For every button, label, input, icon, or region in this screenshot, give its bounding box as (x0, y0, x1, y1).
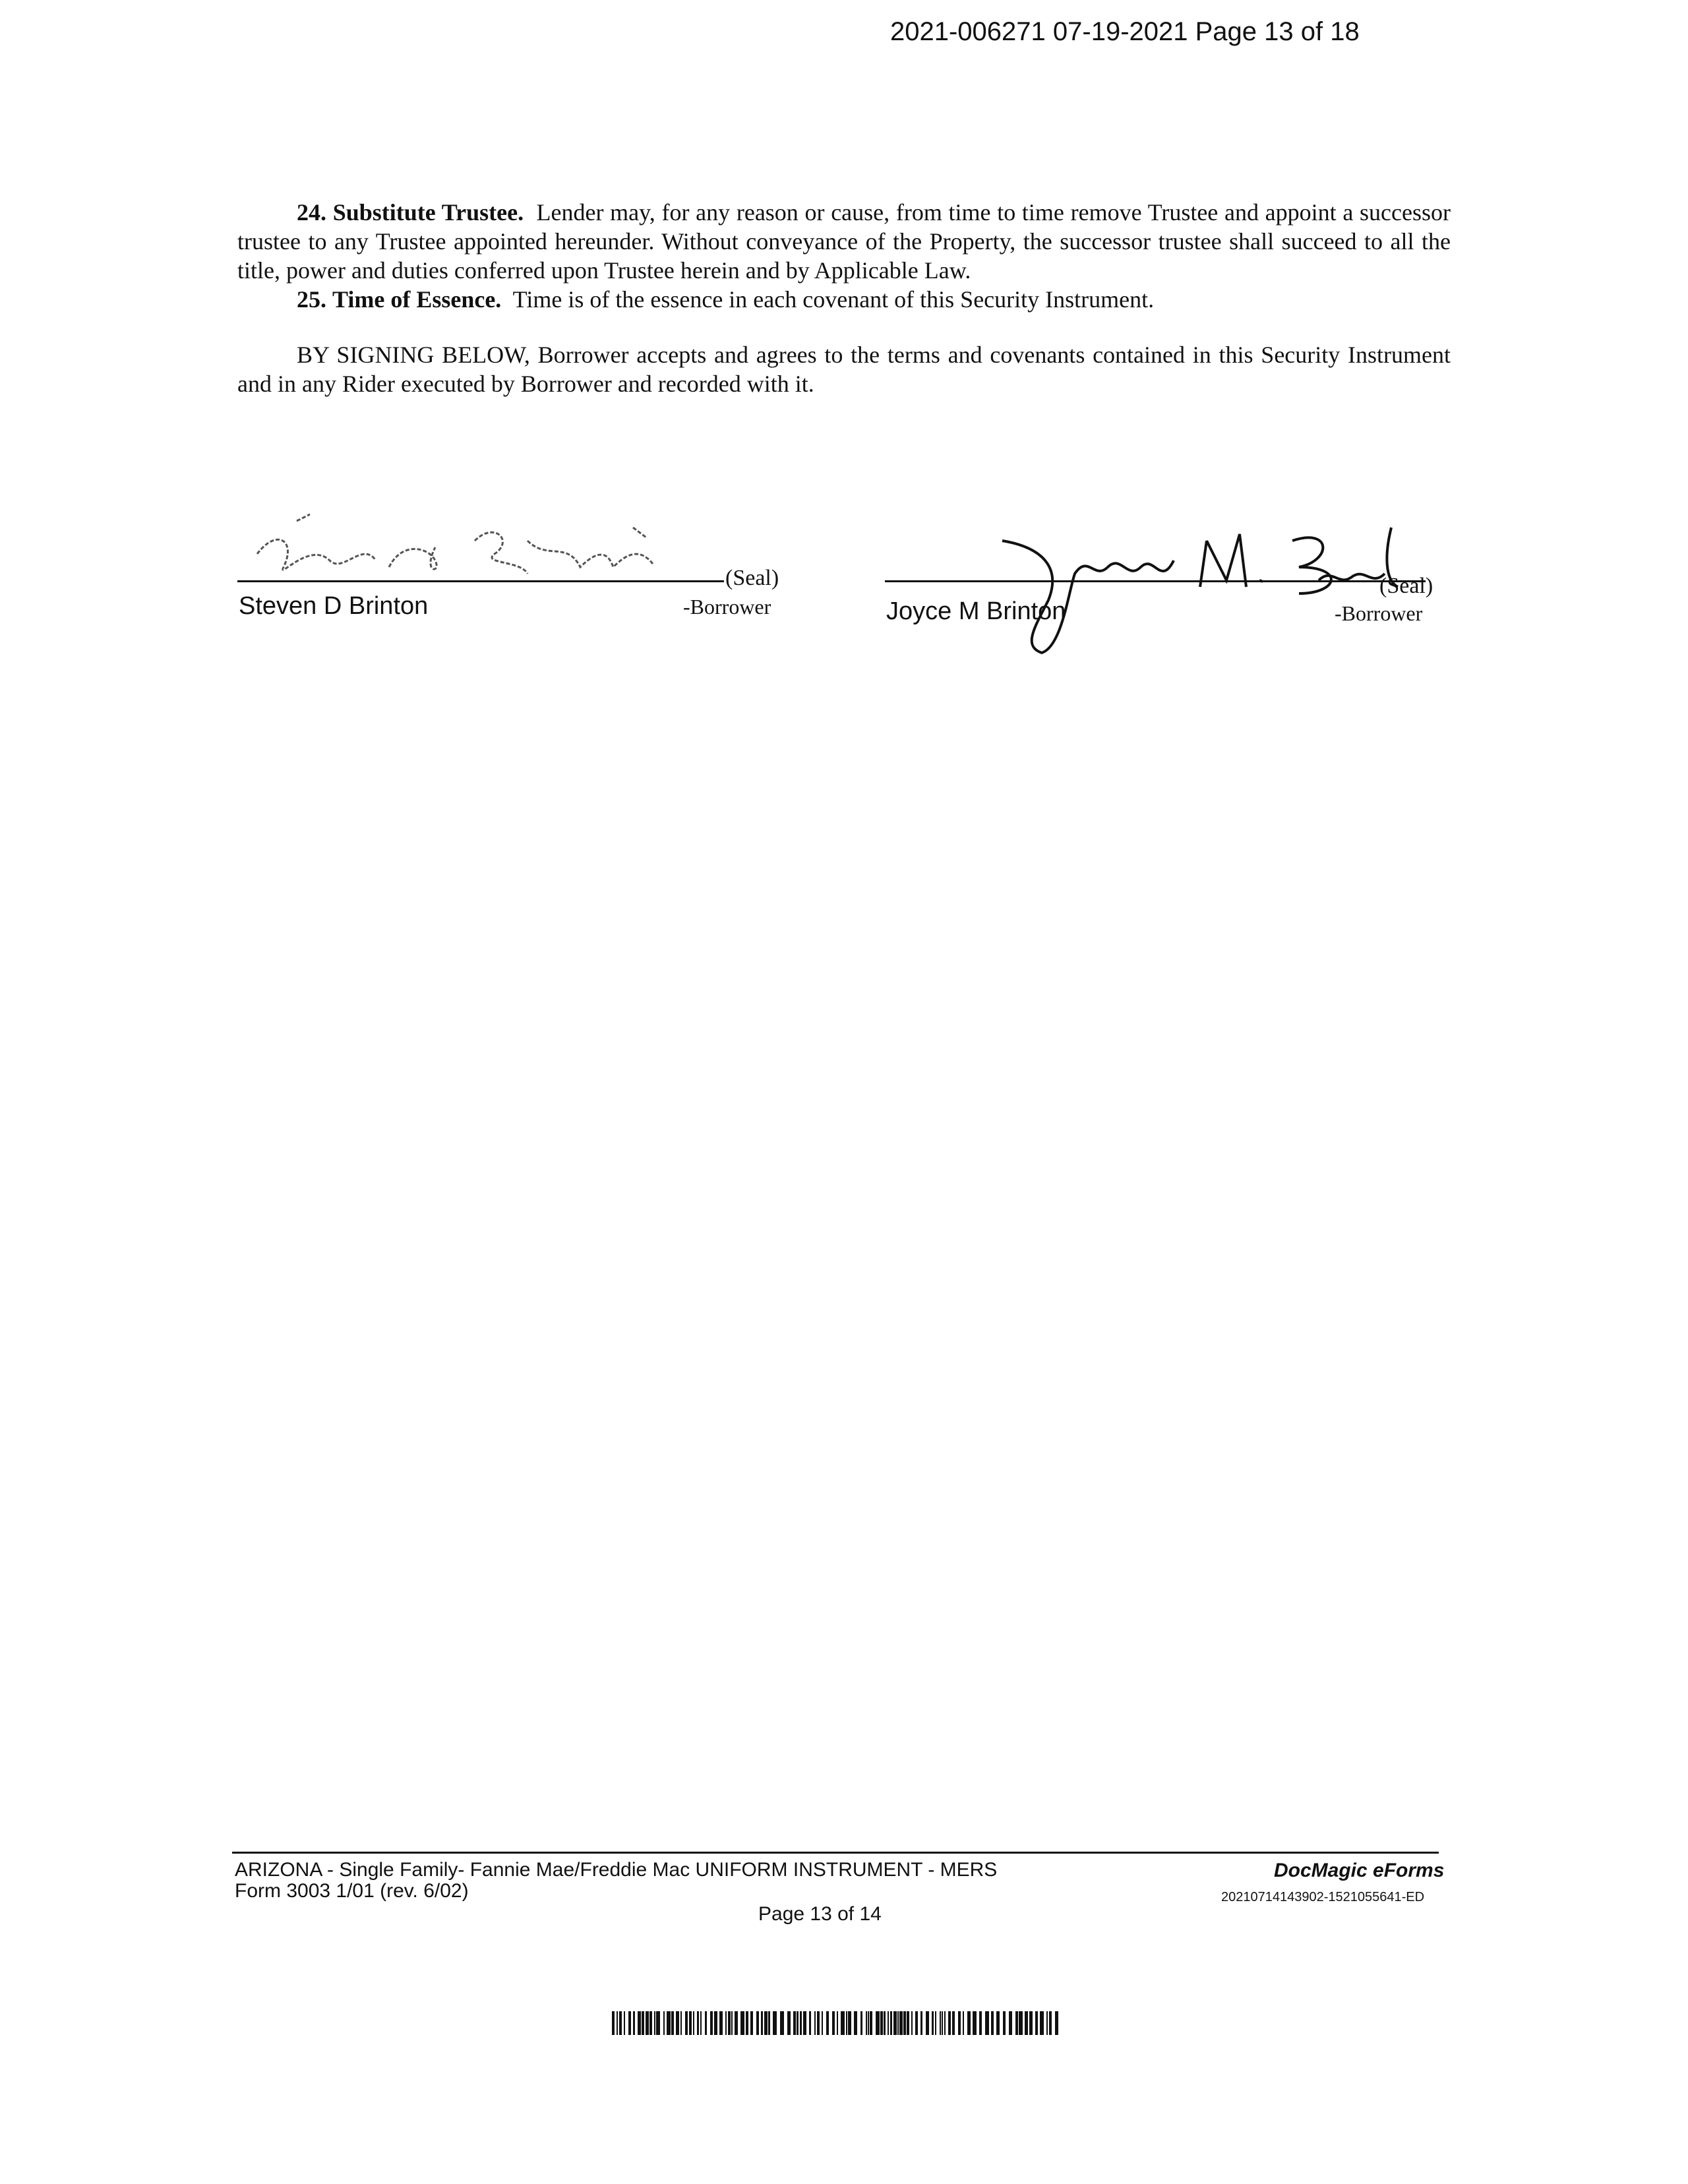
barcode-bar (671, 2011, 674, 2035)
barcode-bar (649, 2011, 652, 2035)
barcode-bar (854, 2011, 857, 2035)
barcode-bar (756, 2011, 759, 2035)
document-id: 20210714143902-1521055641-ED (1221, 1890, 1425, 1904)
section-24 (237, 198, 1451, 285)
barcode-bar (822, 2011, 823, 2035)
section-25-heading: Time of Essence. (332, 286, 502, 313)
barcode-bar (1046, 2011, 1048, 2035)
borrower-label-1: -Borrower (683, 595, 771, 619)
barcode-bar (1015, 2011, 1018, 2035)
docmagic-logo (1274, 1860, 1444, 1882)
barcode-bar (787, 2011, 791, 2035)
barcode-bar (888, 2011, 889, 2035)
barcode-bar (868, 2011, 869, 2035)
barcode-bar (809, 2011, 811, 2035)
barcode-bar (832, 2011, 835, 2035)
seal-label-1: (Seal) (725, 566, 779, 590)
barcode-bar (667, 2011, 671, 2035)
barcode-bar (646, 2011, 649, 2035)
barcode-bar (797, 2011, 799, 2035)
barcode-bar (870, 2011, 872, 2035)
barcode-bar (1049, 2011, 1052, 2035)
barcode-bar (680, 2011, 682, 2035)
barcode-bar (719, 2011, 723, 2035)
form-line-2: Form 3003 1/01 (rev. 6/02) (235, 1880, 469, 1902)
barcode-bar (689, 2011, 692, 2035)
signature-joyce-brinton (963, 514, 1437, 659)
barcode-bar (920, 2011, 922, 2035)
signing-statement: BY SIGNING BELOW, Borrower accepts and agrees to the terms and covenants contained in this Security Instrument and in any Rider executed by Borrower and recorded with it. (237, 342, 1451, 397)
barcode-bar (897, 2011, 899, 2035)
barcode-bar (768, 2011, 770, 2035)
footer-page-number: Page 13 of 14 (758, 1903, 882, 1925)
signer-name-2: Joyce M Brinton (886, 597, 1066, 625)
barcode-bar (803, 2011, 806, 2035)
barcode (612, 2011, 1060, 2035)
barcode-bar (866, 2011, 867, 2035)
section-24-heading: Substitute Trustee. (332, 199, 524, 226)
barcode-bar (880, 2011, 883, 2035)
barcode-bar (948, 2011, 951, 2035)
barcode-bar (700, 2011, 702, 2035)
barcode-bar (967, 2011, 971, 2035)
barcode-bar (693, 2011, 694, 2035)
barcode-bar (958, 2011, 961, 2035)
signature-line-2 (885, 580, 1426, 582)
barcode-bar (746, 2011, 748, 2035)
recording-header: 2021-006271 07-19-2021 Page 13 of 18 (890, 17, 1360, 46)
signature-line-1 (237, 580, 724, 582)
barcode-bar (1035, 2011, 1038, 2035)
barcode-bar (893, 2011, 897, 2035)
barcode-bar (890, 2011, 892, 2035)
barcode-bar (780, 2011, 784, 2035)
barcode-bar (940, 2011, 941, 2035)
barcode-bar (944, 2011, 946, 2035)
barcode-bar (633, 2011, 635, 2035)
barcode-bar (996, 2011, 1000, 2035)
seal-label-2: (Seal) (1379, 574, 1433, 598)
barcode-bar (761, 2011, 763, 2035)
barcode-bar (846, 2011, 847, 2035)
barcode-bar (942, 2011, 943, 2035)
barcode-bar (926, 2011, 929, 2035)
barcode-bar (884, 2011, 886, 2035)
docmagic-text: DocMagic (1274, 1860, 1368, 1881)
barcode-bar (876, 2011, 880, 2035)
barcode-bar (764, 2011, 768, 2035)
signer-name-1: Steven D Brinton (239, 592, 429, 620)
barcode-bar (656, 2011, 660, 2035)
barcode-bar (624, 2011, 625, 2035)
barcode-bar (773, 2011, 777, 2035)
borrower-label-2: -Borrower (1335, 601, 1423, 625)
barcode-bar (932, 2011, 934, 2035)
barcode-bar (915, 2011, 918, 2035)
barcode-bar (973, 2011, 977, 2035)
barcode-bar (814, 2011, 816, 2035)
barcode-bar (725, 2011, 727, 2035)
barcode-bar (1019, 2011, 1023, 2035)
barcode-bar (860, 2011, 862, 2035)
barcode-bar (638, 2011, 641, 2035)
barcode-bar (826, 2011, 829, 2035)
barcode-bar (1029, 2011, 1033, 2035)
barcode-bar (911, 2011, 913, 2035)
barcode-bar (642, 2011, 644, 2035)
barcode-bar (628, 2011, 631, 2035)
barcode-bar (817, 2011, 820, 2035)
barcode-bar (1040, 2011, 1044, 2035)
barcode-bar (705, 2011, 707, 2035)
form-identifier (235, 1860, 997, 1902)
section-24-number: 24. (297, 199, 326, 226)
section-24-text: Lender may, for any reason or cause, from time to time remove Trustee and appoint a successor trustee to any Trustee appointed hereunder. Without conveyance of the Property, the successor trustee shall succeed to all the title, power and duties conferred upon Trustee herein and by Applicable Law. (237, 199, 1451, 284)
barcode-bar (612, 2011, 615, 2035)
section-25 (237, 285, 1451, 314)
section-25-number: 25. (297, 286, 326, 313)
barcode-bar (1055, 2011, 1058, 2035)
barcode-bar (800, 2011, 802, 2035)
section-25-text: Time is of the essence in each covenant of this Security Instrument. (512, 286, 1155, 313)
barcode-bar (837, 2011, 838, 2035)
footer-rule (232, 1852, 1439, 1854)
barcode-bar (1009, 2011, 1012, 2035)
barcode-bar (1025, 2011, 1028, 2035)
document-body (237, 198, 1451, 398)
barcode-bar (728, 2011, 731, 2035)
barcode-bar (714, 2011, 717, 2035)
barcode-bar (903, 2011, 906, 2035)
barcode-bar (735, 2011, 738, 2035)
barcode-bar (663, 2011, 665, 2035)
barcode-bar (979, 2011, 982, 2035)
form-line-1: ARIZONA - Single Family- Fannie Mae/Freddie Mac UNIFORM INSTRUMENT - MERS (235, 1859, 998, 1881)
barcode-bar (750, 2011, 753, 2035)
barcode-bar (617, 2011, 618, 2035)
barcode-bar (676, 2011, 679, 2035)
barcode-bar (793, 2011, 796, 2035)
barcode-bar (935, 2011, 936, 2035)
barcode-bar (731, 2011, 733, 2035)
barcode-bar (710, 2011, 713, 2035)
barcode-bar (697, 2011, 699, 2035)
barcode-bar (685, 2011, 688, 2035)
barcode-bar (991, 2011, 994, 2035)
barcode-bar (740, 2011, 744, 2035)
barcode-bar (841, 2011, 845, 2035)
barcode-bar (899, 2011, 903, 2035)
barcode-bar (1003, 2011, 1006, 2035)
barcode-bar (985, 2011, 989, 2035)
barcode-bar (952, 2011, 955, 2035)
barcode-bar (654, 2011, 655, 2035)
signature-steven-brinton (237, 501, 699, 593)
barcode-bar (619, 2011, 622, 2035)
barcode-bar (963, 2011, 964, 2035)
barcode-bar (848, 2011, 851, 2035)
barcode-bar (907, 2011, 909, 2035)
eforms-text: eForms (1373, 1860, 1445, 1881)
